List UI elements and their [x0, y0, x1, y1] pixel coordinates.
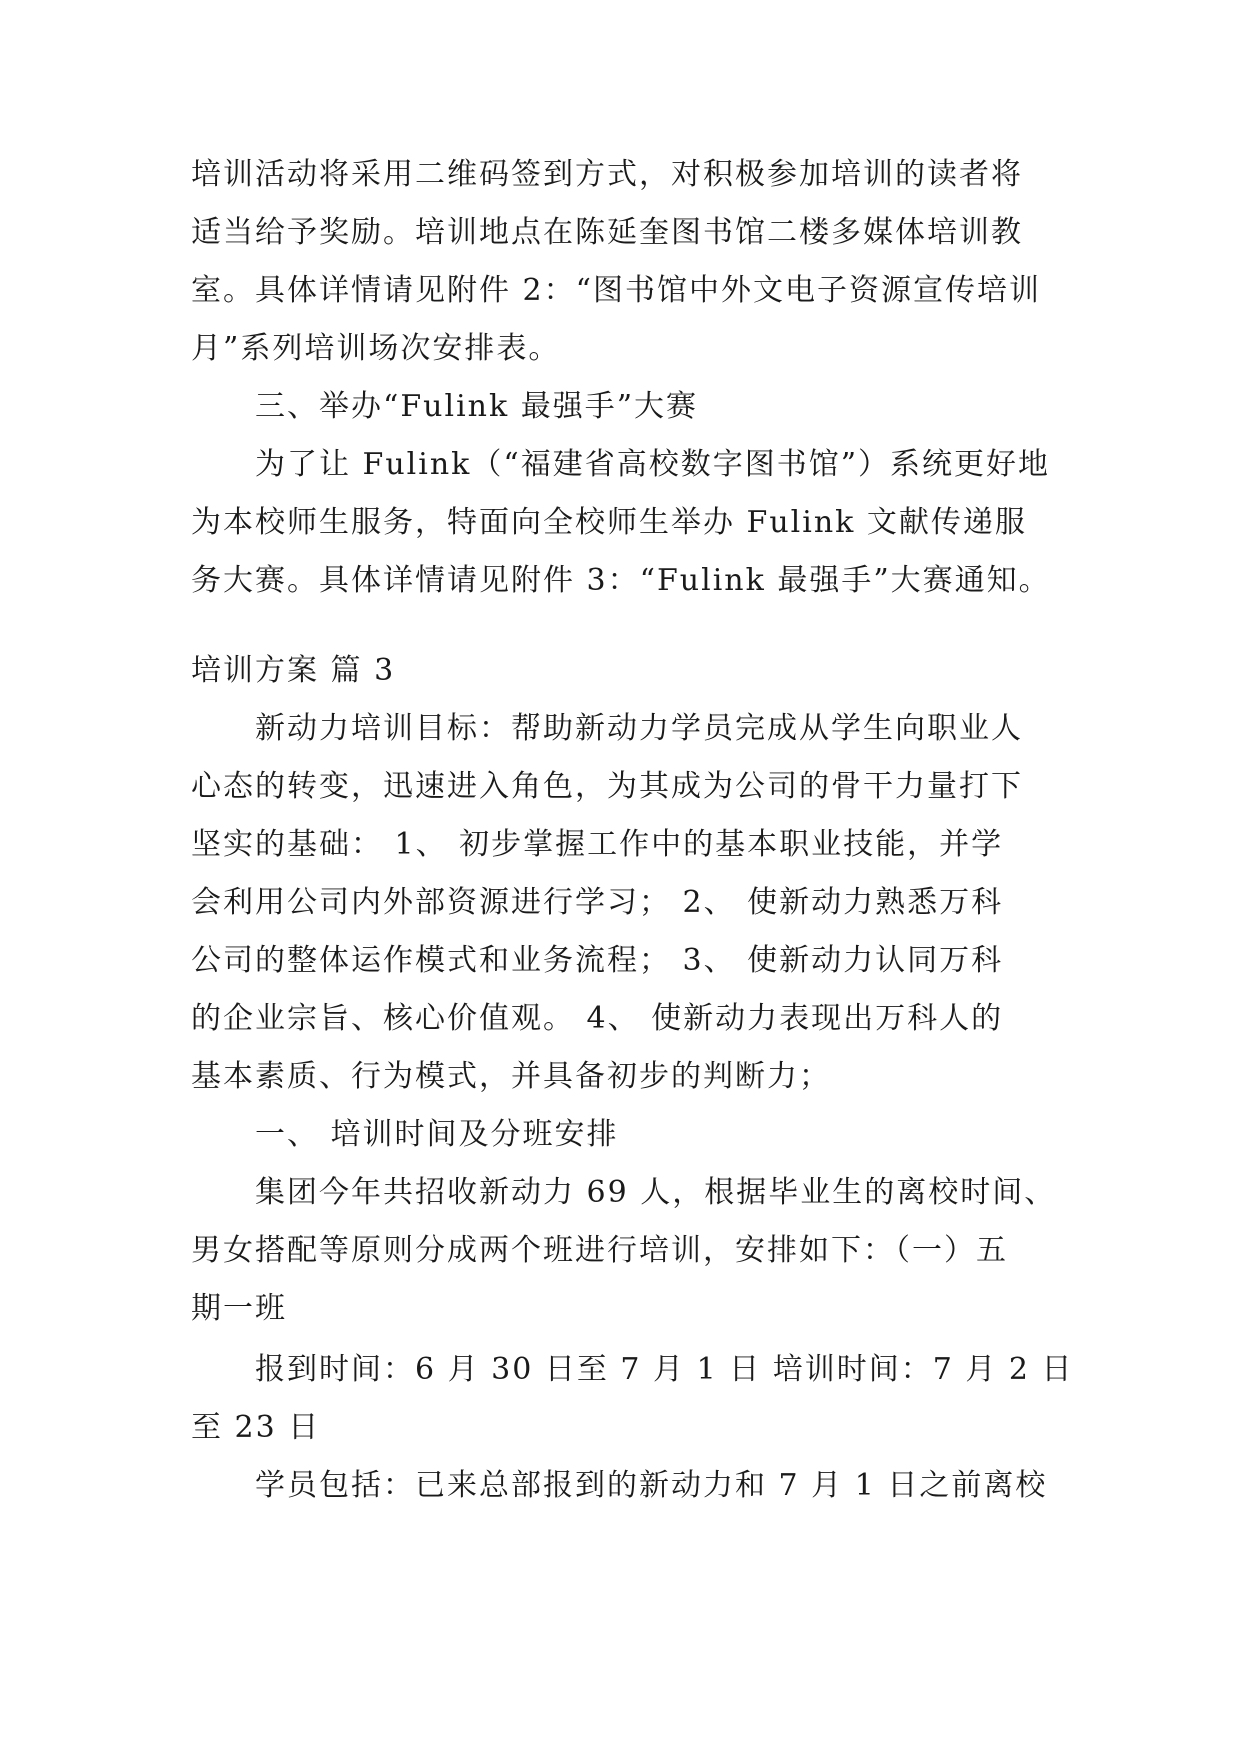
paragraph-line: 为了让 Fulink（“福建省高校数字图书馆”）系统更好地	[255, 447, 1051, 482]
paragraph-line: 心态的转变，迅速进入角色，为其成为公司的骨干力量打下	[191, 769, 1023, 804]
section-heading: 一、 培训时间及分班安排	[255, 1117, 619, 1152]
paragraph-line: 至 23 日	[191, 1410, 321, 1445]
article-title: 培训方案 篇 3	[191, 653, 396, 688]
paragraph-line: 适当给予奖励。培训地点在陈延奎图书馆二楼多媒体培训教	[191, 215, 1023, 250]
paragraph-class-arrangement	[191, 1164, 1071, 1338]
paragraph-training-goals	[191, 700, 1071, 1106]
paragraph-line: 学员包括：已来总部报到的新动力和 7 月 1 日之前离校	[255, 1468, 1048, 1503]
paragraph-line: 务大赛。具体详情请见附件 3：“Fulink 最强手”大赛通知。	[191, 563, 1051, 598]
section-heading-schedule	[191, 1106, 1071, 1164]
paragraph-line: 会利用公司内外部资源进行学习； 2、 使新动力熟悉万科	[191, 885, 1004, 920]
paragraph-line: 月”系列培训场次安排表。	[191, 331, 561, 366]
paragraph-line: 基本素质、行为模式，并具备初步的判断力；	[191, 1059, 831, 1094]
paragraph-line: 报到时间：6 月 30 日至 7 月 1 日 培训时间：7 月 2 日	[255, 1352, 1074, 1387]
article-title-block	[191, 642, 1071, 700]
paragraph-training-signin	[191, 146, 1071, 378]
paragraph-line: 公司的整体运作模式和业务流程； 3、 使新动力认同万科	[191, 943, 1004, 978]
paragraph-line: 男女搭配等原则分成两个班进行培训，安排如下：（一）五	[191, 1233, 1008, 1268]
paragraph-line: 期一班	[191, 1291, 287, 1326]
paragraph-line: 新动力培训目标：帮助新动力学员完成从学生向职业人	[255, 711, 1023, 746]
paragraph-registration-time	[191, 1341, 1074, 1457]
section-heading-fulink-contest	[191, 378, 1071, 436]
section-heading: 三、举办“Fulink 最强手”大赛	[255, 389, 699, 424]
paragraph-line: 为本校师生服务，特面向全校师生举办 Fulink 文献传递服	[191, 505, 1027, 540]
paragraph-trainees	[191, 1457, 1071, 1515]
paragraph-fulink	[191, 436, 1071, 610]
paragraph-line: 的企业宗旨、核心价值观。 4、 使新动力表现出万科人的	[191, 1001, 1004, 1036]
paragraph-line: 培训活动将采用二维码签到方式，对积极参加培训的读者将	[191, 157, 1023, 192]
paragraph-line: 坚实的基础： 1、 初步掌握工作中的基本职业技能，并学	[191, 827, 1004, 862]
paragraph-line: 集团今年共招收新动力 69 人，根据毕业生的离校时间、	[255, 1175, 1057, 1210]
paragraph-line: 室。具体详情请见附件 2：“图书馆中外文电子资源宣传培训	[191, 273, 1041, 308]
